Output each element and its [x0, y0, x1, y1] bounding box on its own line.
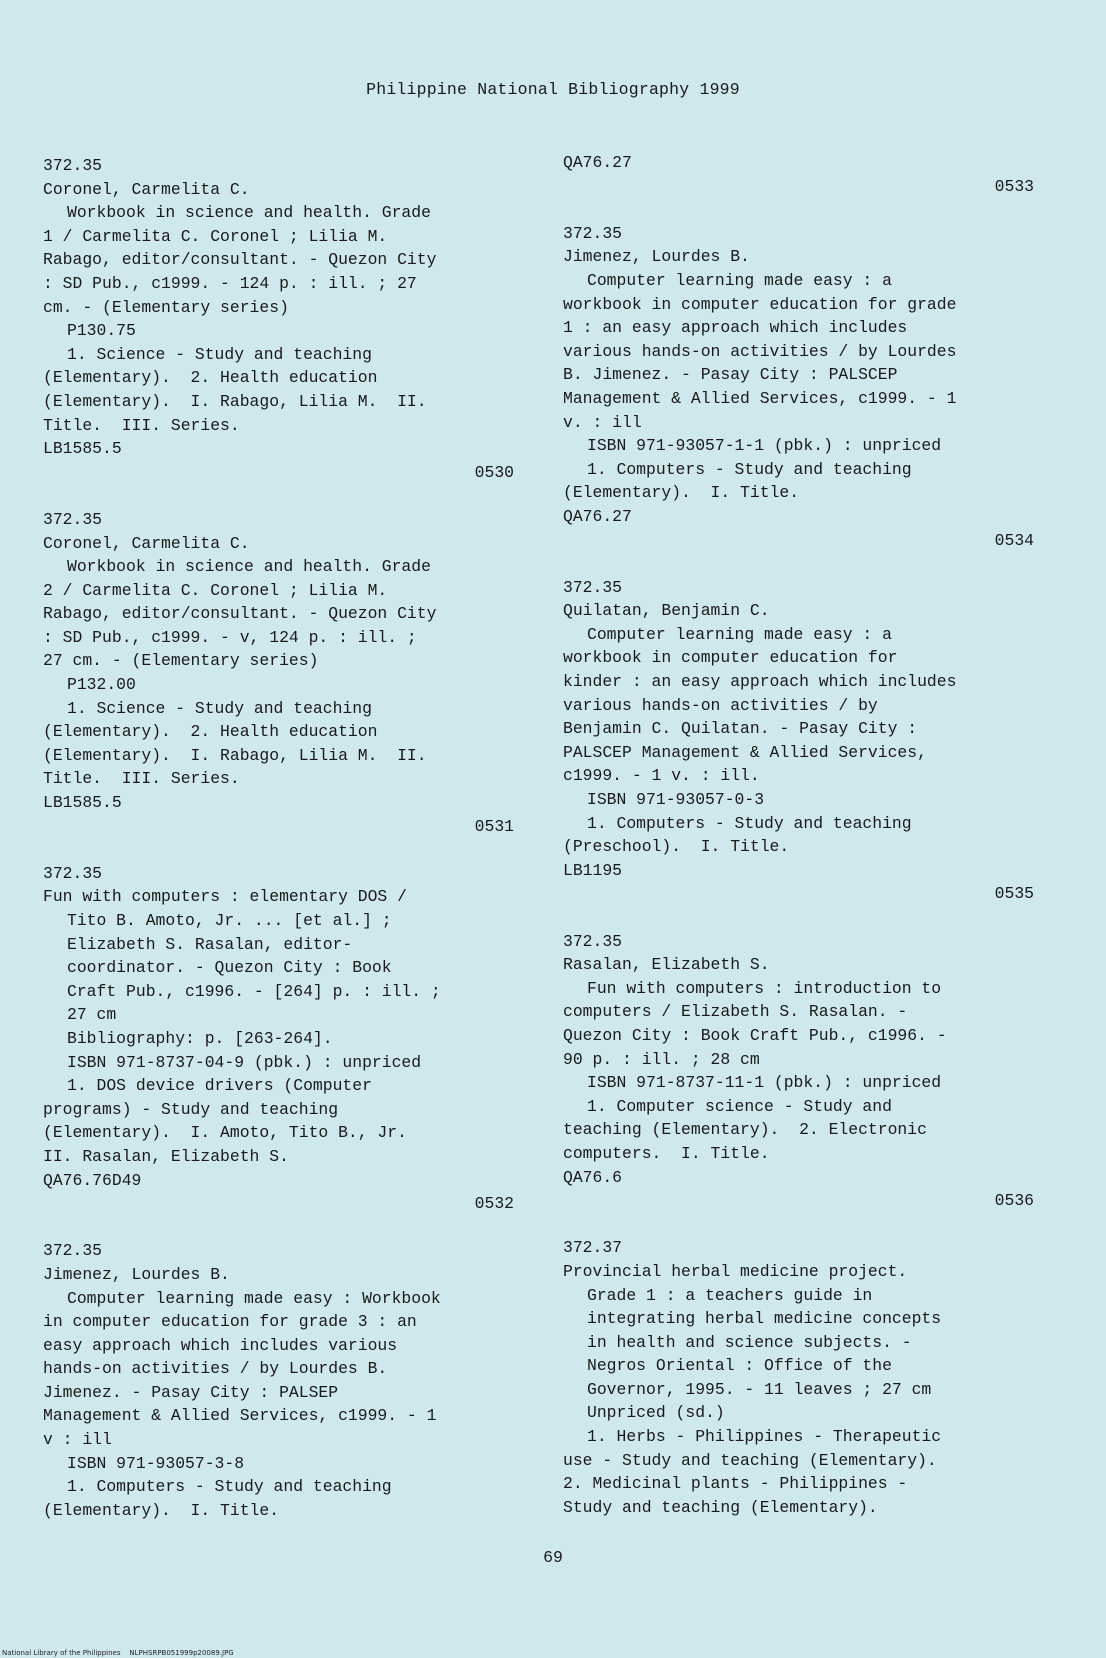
entry-line: PALSCEP Management & Allied Services, [563, 742, 927, 762]
entry-line: c1999. - 1 v. : ill. [563, 766, 760, 786]
entry-line: QA76.27 [563, 506, 632, 526]
entry-line: 1. Herbs - Philippines - Therapeutic [587, 1427, 942, 1447]
bibliography-entry [43, 154, 518, 484]
entry-line: 27 cm. - (Elementary series) [43, 651, 319, 671]
entry-line: Elizabeth S. Rasalan, editor- [67, 934, 353, 954]
entry-line: ISBN 971-8737-04-9 (pbk.) : unpriced [67, 1052, 422, 1072]
entry-number: 0535 [994, 884, 1034, 904]
classification-number: 372.35 [43, 509, 103, 529]
entry-number: 0536 [994, 1191, 1034, 1211]
entry-line: 1. Computers - Study and teaching [67, 1477, 392, 1497]
bibliography-entry [43, 1239, 518, 1522]
entry-line: Computer learning made easy : a [587, 270, 892, 290]
entry-line: Study and teaching (Elementary). [563, 1497, 878, 1517]
entry-line: (Elementary). I. Title. [563, 483, 800, 503]
entry-line: QA76.76D49 [43, 1170, 142, 1190]
bibliography-entry [43, 508, 518, 838]
entry-line: in health and science subjects. - [587, 1332, 912, 1352]
entry-line: Coronel, Carmelita C. [43, 533, 250, 553]
entry-line: 1. Computer science - Study and [587, 1096, 892, 1116]
entry-line: 1. Science - Study and teaching [67, 698, 372, 718]
entry-line: Rasalan, Elizabeth S. [563, 955, 770, 975]
left-column [43, 154, 518, 1546]
entry-line: Rabago, editor/consultant. - Quezon City [43, 250, 437, 270]
entry-number: 0532 [474, 1194, 514, 1214]
entry-line: LB1195 [563, 860, 623, 880]
classification-number: 372.35 [43, 863, 103, 883]
entry-line: cm. - (Elementary series) [43, 297, 289, 317]
entry-line: Jimenez, Lourdes B. [43, 1264, 230, 1284]
entry-line: 27 cm [67, 1005, 117, 1025]
entry-line: Title. III. Series. [43, 769, 240, 789]
entry-number: 0530 [474, 462, 514, 482]
entry-line: use - Study and teaching (Elementary). [563, 1450, 937, 1470]
entry-line: programs) - Study and teaching [43, 1099, 339, 1119]
entry-line: QA76.6 [563, 1167, 623, 1187]
right-column [563, 151, 1038, 1543]
entry-line: ISBN 971-93057-1-1 (pbk.) : unpriced [587, 436, 942, 456]
classification-number: 372.35 [43, 156, 103, 175]
page-title: Philippine National Bibliography 1999 [366, 80, 740, 99]
entry-line: workbook in computer education for [563, 648, 898, 668]
entry-line: v : ill [43, 1430, 112, 1450]
entry-line: Benjamin C. Quilatan. - Pasay City : [563, 719, 918, 739]
bibliography-entry [563, 151, 1038, 198]
entry-line: various hands-on activities / by [563, 695, 878, 715]
entry-line: LB1585.5 [43, 439, 122, 459]
entry-line: computers / Elizabeth S. Rasalan. - [563, 1002, 908, 1022]
entry-line: P130.75 [67, 321, 136, 341]
entry-line: Fun with computers : introduction to [587, 978, 942, 998]
entry-line: Computer learning made easy : Workbook [67, 1288, 441, 1308]
page-number: 69 [543, 1548, 563, 1567]
bibliography-entry [563, 222, 1038, 552]
entry-line: Jimenez, Lourdes B. [563, 247, 750, 267]
entry-line: Bibliography: p. [263-264]. [67, 1028, 333, 1048]
entry-line: : SD Pub., c1999. - 124 p. : ill. ; 27 [43, 273, 417, 293]
entry-line: ISBN 971-8737-11-1 (pbk.) : unpriced [587, 1073, 942, 1093]
entry-line: QA76.27 [563, 153, 632, 172]
entry-line: Jimenez. - Pasay City : PALSEP [43, 1382, 339, 1402]
entry-line: 1 / Carmelita C. Coronel ; Lilia M. [43, 226, 388, 246]
entry-line: Negros Oriental : Office of the [587, 1356, 892, 1376]
entry-number: 0534 [994, 530, 1034, 550]
entry-line: Rabago, editor/consultant. - Quezon City [43, 604, 437, 624]
entry-line: 1 : an easy approach which includes [563, 318, 908, 338]
entry-line: Coronel, Carmelita C. [43, 179, 250, 199]
entry-line: (Elementary). 2. Health education [43, 368, 378, 388]
entry-line: (Elementary). 2. Health education [43, 722, 378, 742]
classification-number: 372.35 [563, 931, 623, 951]
classification-number: 372.35 [563, 223, 623, 243]
entry-line: (Elementary). I. Rabago, Lilia M. II. [43, 391, 427, 411]
entry-line: (Preschool). I. Title. [563, 837, 790, 857]
entry-line: 1. Science - Study and teaching [67, 344, 372, 364]
scan-credit: National Library of the Philippines NLPHSRPB051999p20089.JPG [2, 1649, 234, 1657]
entry-line: (Elementary). I. Amoto, Tito B., Jr. [43, 1123, 407, 1143]
entry-line: 2. Medicinal plants - Philippines - [563, 1474, 908, 1494]
entry-line: B. Jimenez. - Pasay City : PALSCEP [563, 365, 898, 385]
entry-line: Quezon City : Book Craft Pub., c1996. - [563, 1025, 947, 1045]
entry-line: LB1585.5 [43, 793, 122, 813]
entry-line: 1. Computers - Study and teaching [587, 459, 912, 479]
entry-line: Title. III. Series. [43, 415, 240, 435]
entry-line: Unpriced (sd.) [587, 1403, 725, 1423]
entry-line: Grade 1 : a teachers guide in [587, 1285, 873, 1305]
entry-line: kinder : an easy approach which includes [563, 672, 957, 692]
entry-line: computers. I. Title. [563, 1143, 770, 1163]
bibliography-entry [563, 1236, 1038, 1519]
entry-line: : SD Pub., c1999. - v, 124 p. : ill. ; [43, 627, 417, 647]
entry-line: 1. DOS device drivers (Computer [67, 1076, 372, 1096]
entry-line: Fun with computers : elementary DOS / [43, 887, 407, 907]
entry-line: coordinator. - Quezon City : Book [67, 958, 392, 978]
entry-line: Provincial herbal medicine project. [563, 1261, 908, 1281]
entry-line: workbook in computer education for grade [563, 294, 957, 314]
entry-line: (Elementary). I. Rabago, Lilia M. II. [43, 745, 427, 765]
entry-line: various hands-on activities / by Lourdes [563, 341, 957, 361]
entry-line: in computer education for grade 3 : an [43, 1312, 417, 1332]
entry-line: ISBN 971-93057-0-3 [587, 790, 765, 810]
entry-line: Governor, 1995. - 11 leaves ; 27 cm [587, 1379, 932, 1399]
entry-line: teaching (Elementary). 2. Electronic [563, 1120, 927, 1140]
entry-line: Craft Pub., c1996. - [264] p. : ill. ; [67, 981, 441, 1001]
entry-number: 0531 [474, 816, 514, 836]
entry-line: Workbook in science and health. Grade [67, 557, 431, 577]
entry-line: Tito B. Amoto, Jr. ... [et al.] ; [67, 911, 392, 930]
entry-line: 2 / Carmelita C. Coronel ; Lilia M. [43, 580, 388, 600]
entry-line: v. : ill [563, 412, 642, 432]
entry-line: easy approach which includes various [43, 1335, 398, 1355]
entry-line: 1. Computers - Study and teaching [587, 813, 912, 833]
bibliography-entry [563, 930, 1038, 1213]
entry-line: Management & Allied Services, c1999. - 1 [43, 1406, 437, 1426]
entry-line: 90 p. : ill. ; 28 cm [563, 1049, 760, 1069]
entry-line: P132.00 [67, 675, 136, 695]
entry-line: integrating herbal medicine concepts [587, 1309, 942, 1329]
classification-number: 372.37 [563, 1238, 623, 1258]
entry-number: 0533 [994, 176, 1034, 196]
bibliography-entry [563, 576, 1038, 906]
entry-line: Computer learning made easy : a [587, 624, 892, 644]
entry-line: Workbook in science and health. Grade [67, 203, 431, 223]
entry-line: (Elementary). I. Title. [43, 1500, 280, 1520]
classification-number: 372.35 [43, 1241, 103, 1261]
entry-line: II. Rasalan, Elizabeth S. [43, 1146, 289, 1166]
entry-line: ISBN 971-93057-3-8 [67, 1453, 245, 1473]
entry-line: hands-on activities / by Lourdes B. [43, 1359, 388, 1379]
entry-line: Quilatan, Benjamin C. [563, 601, 770, 621]
entry-line: Management & Allied Services, c1999. - 1 [563, 388, 957, 408]
classification-number: 372.35 [563, 577, 623, 597]
bibliography-entry [43, 862, 518, 1216]
